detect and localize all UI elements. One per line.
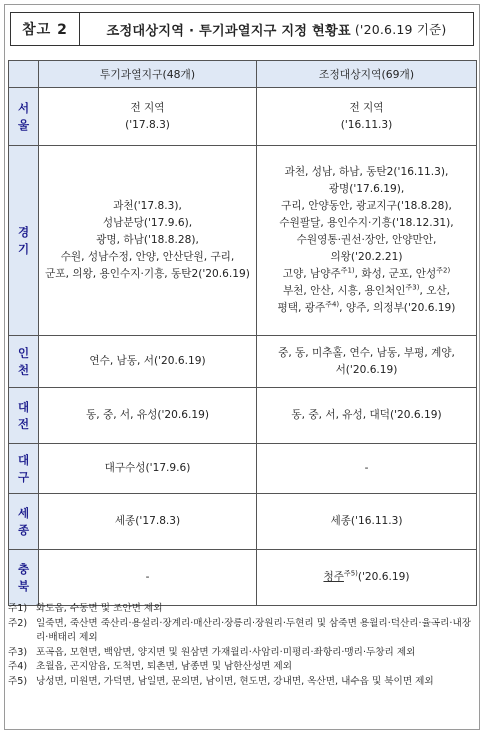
table-row-daejeon <box>9 388 477 444</box>
column-header-tugi: 투기과열지구(48개) <box>39 61 257 88</box>
cell-sejong-jojeong: 세종('16.11.3) <box>257 494 477 550</box>
cell-daejeon-tugi: 동, 중, 서, 유성('20.6.19) <box>39 388 257 444</box>
footnote-1: 주1) 화도읍, 수동면 및 조안면 제외 <box>8 603 163 614</box>
jojeong-line-8: 부천, 안산, 시흥, 용인처인$^{주3)}$, 오산, <box>282 283 451 297</box>
cell-gyeonggi-jojeong: 과천, 성남, 하남, 동탄2('16.11.3), 광명('17.6.19), 구리, 안양동안, 광교지구('18.8.28), 수원팔달, 용인수지·기흥('18.12.31), 수원영통·권선·장안, 안양만안, 의왕('20.2.21) 고양, 남양주$^{주1)}$, 화성, 군포, 안성$^{주2)}$ 부천, 안산, 시흥, 용인처인$^{주3)}$, 오산, 평택, 광주$^{주4)}$, 양주, 의정부('20.6.19) <box>257 146 477 336</box>
jojeong-line-9: 평택, 광주$^{주4)}$, 양주, 의정부('20.6.19) <box>277 300 456 314</box>
region-label-incheon: 인 천 <box>9 336 39 388</box>
cell-incheon-jojeong: 중, 동, 미추홀, 연수, 남동, 부평, 계양, 서('20.6.19) <box>257 336 477 388</box>
cell-sejong-tugi: 세종('17.8.3) <box>39 494 257 550</box>
footnote-2: 주2) 일죽면, 죽산면 죽산리·용설리·장계리·매산리·장릉리·장원리·두현리 및 삼죽면 용월리·덕산리·율곡리·내장리·배태리 제외 <box>8 617 471 644</box>
page-title <box>80 13 473 45</box>
cell-chungbuk-tugi: - <box>39 550 257 606</box>
cell-gyeonggi-tugi: 과천('17.8.3), 성남분당('17.9.6), 광명, 하남('18.8.28), 수원, 성남수정, 안양, 안산단원, 구리, 군포, 의왕, 용인수지·기흥, 동탄2('20.6.19) <box>39 146 257 336</box>
table-row-chungbuk <box>9 550 477 606</box>
table-row-seoul <box>9 88 477 146</box>
footnote-ref-5: 주5) <box>343 569 358 578</box>
title-date: ('20.6.19 기준) <box>354 22 447 37</box>
table-row-daegu <box>9 444 477 494</box>
jojeong-line-7: 고양, 남양주$^{주1)}$, 화성, 군포, 안성$^{주2)}$ <box>282 266 451 280</box>
corner-cell <box>9 61 39 88</box>
region-label-seoul: 서 울 <box>9 88 39 146</box>
footnote-ref-3: 주3) <box>405 283 420 292</box>
designation-table <box>8 60 477 606</box>
reference-tag: 참고 2 <box>11 13 80 45</box>
footnote-5: 주5) 낭성면, 미원면, 가덕면, 남일면, 문의면, 남이면, 현도면, 강내면, 옥산면, 내수읍 및 북이면 제외 <box>8 675 434 687</box>
region-label-daegu: 대 구 <box>9 444 39 494</box>
title-text: 조정대상지역 · 투기과열지구 지정 현황표 <box>106 23 351 39</box>
footnote-ref-1: 주1) <box>340 266 355 275</box>
region-label-chungbuk: 충 북 <box>9 550 39 606</box>
footnote-ref-2: 주2) <box>436 266 451 275</box>
column-header-jojeong: 조정대상지역(69개) <box>257 61 477 88</box>
table-header-row <box>9 61 477 88</box>
table-row-incheon <box>9 336 477 388</box>
cell-chungbuk-jojeong: 청주$^{주5)}$('20.6.19) <box>257 550 477 606</box>
cell-seoul-tugi: 전 지역 ('17.8.3) <box>39 88 257 146</box>
cell-incheon-tugi: 연수, 남동, 서('20.6.19) <box>39 336 257 388</box>
footnote-4: 주4) 초월읍, 곤지암읍, 도척면, 퇴촌면, 남종면 및 남한산성면 제외 <box>8 661 292 673</box>
region-label-gyeonggi: 경 기 <box>9 146 39 336</box>
footnote-ref-4: 주4) <box>325 300 340 309</box>
region-label-sejong: 세 종 <box>9 494 39 550</box>
cell-seoul-jojeong: 전 지역 ('16.11.3) <box>257 88 477 146</box>
table-row-gyeonggi <box>9 146 477 336</box>
footnote-3: 주3) 포곡읍, 모현면, 백암면, 양지면 및 원삼면 가재월리·사암리·미평리·좌항리·맹리·두창리 제외 <box>8 646 416 658</box>
region-label-daejeon: 대 전 <box>9 388 39 444</box>
footnotes <box>8 602 474 690</box>
cell-daegu-tugi: 대구수성('17.9.6) <box>39 444 257 494</box>
cell-daegu-jojeong: - <box>257 444 477 494</box>
table-row-sejong <box>9 494 477 550</box>
cell-daejeon-jojeong: 동, 중, 서, 유성, 대덕('20.6.19) <box>257 388 477 444</box>
title-bar <box>10 12 474 46</box>
